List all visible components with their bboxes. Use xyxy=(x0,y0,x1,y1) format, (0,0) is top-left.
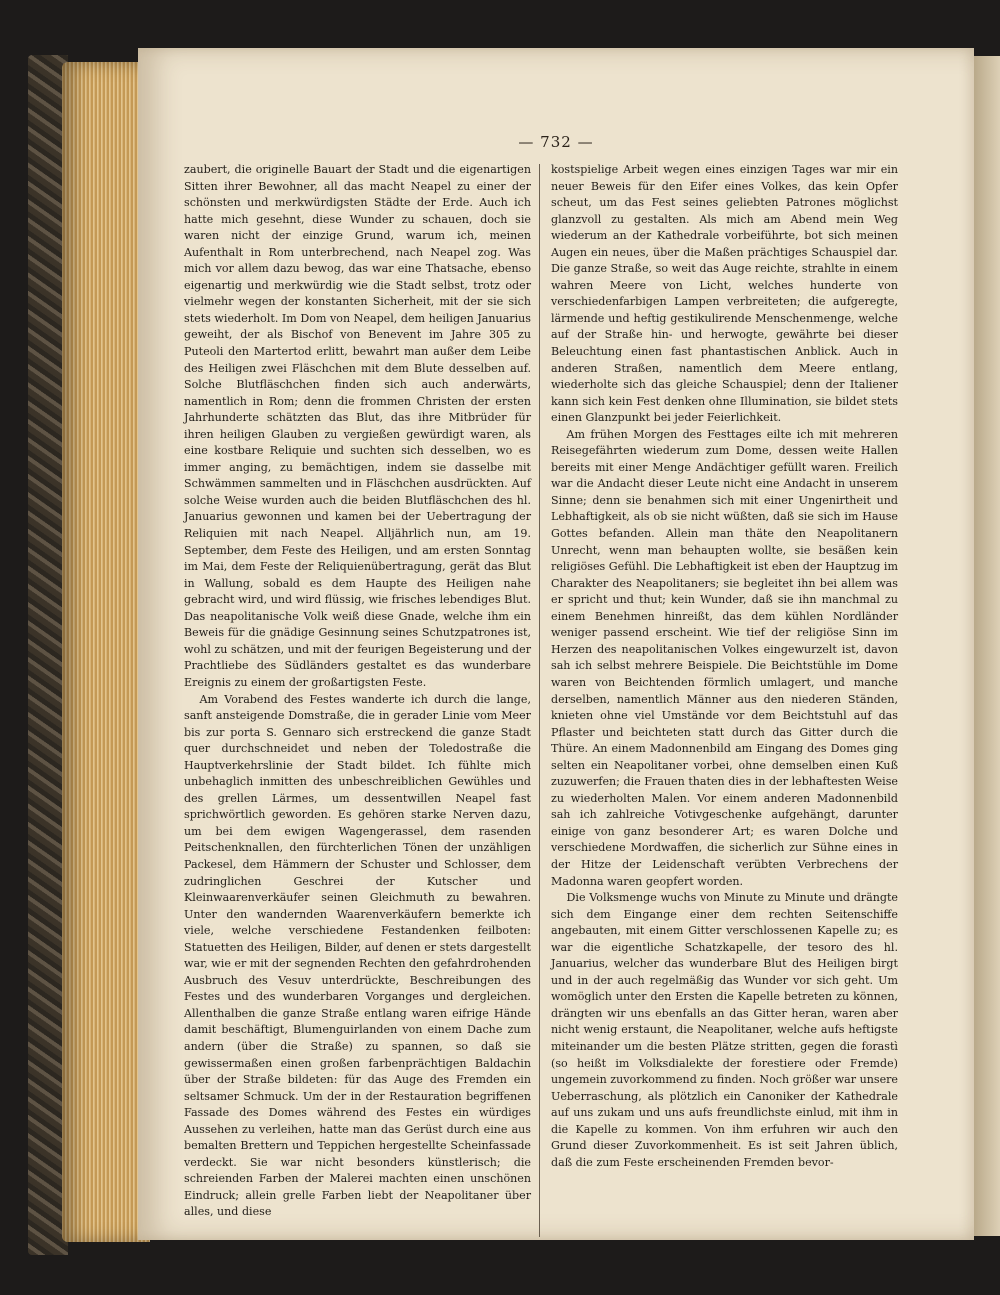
right-column xyxy=(551,162,898,1171)
paragraph: Am frühen Morgen des Festtages eilte ich mit mehreren Reisegefährten wiederum zum Dome, dessen weite Hallen bereits mit einer Menge Andächtiger gefüllt waren. Freilich war die Andacht dieser Leute nicht eine Andacht in unserem Sinne; denn sie benahmen sich mit einer Ungenirtheit und Lebhaftigkeit, als ob sie nicht wüßten, daß sie sich im Hause Gottes befanden. Allein man thäte den Neapolitanern Unrecht, wenn man behaupten wollte, sie besäßen kein religiöses Gefühl. Die Lebhaftigkeit ist eben der Hauptzug im Charakter des Neapolitaners; sie begleitet ihn bei allem was er spricht und thut; kein Wunder, daß sie ihn manchmal zu einem Benehmen hinreißt, das dem kühlen Nordländer weniger passend erscheint. Wie tief der religiöse Sinn im Herzen des neapolitanischen Volkes eingewurzelt ist, davon sah ich selbst mehrere Beispiele. Die Beichtstühle im Dome waren von Beichtenden förmlich umlagert, und manche derselben, namentlich Männer aus den niederen Ständen, knieten ohne viel Umstände vor dem Beichtstuhl auf das Pflaster und beichteten statt durch das Gitter durch die Thüre. An einem Madonnenbild am Eingang des Domes ging selten ein Neapolitaner vorbei, ohne demselben einen Kuß zuzuwerfen; die Frauen thaten dies in der lebhaftesten Weise zu wiederholten Malen. Vor einem anderen Madonnenbild sah ich zahlreiche Votivgeschenke aufgehängt, darunter einige von ganz besonderer Art; es waren Dolche und verschiedene Mordwaffen, die sicherlich zur Sühne eines in der Hitze der Leidenschaft verübten Verbrechens der Madonna waren geopfert worden. xyxy=(551,427,898,888)
paragraph: kostspielige Arbeit wegen eines einzigen Tages war mir ein neuer Beweis für den Eifer eines Volkes, das kein Opfer scheut, um das Fest seines geliebten Patrones möglichst glanzvoll zu gestalten. Als mich am Abend mein Weg wiederum an der Kathedrale vorbeiführte, bot sich meinen Augen ein neues, über die Maßen prächtiges Schauspiel dar. Die ganze Straße, so weit das Auge reichte, strahlte in einem wahren Meere von Licht, welches hunderte von verschiedenfarbigen Lampen verbreiteten; die aufgeregte, lärmende und heftig gestikulirende Menschenmenge, welche auf der Straße hin- und herwogte, gewährte bei dieser Beleuchtung einen fast phantastischen Anblick. Auch in anderen Straßen, namentlich dem Meere entlang, wiederholte sich das gleiche Schauspiel; denn der Italiener kann sich kein Fest denken ohne Illumination, sie bildet stets einen Glanzpunkt bei jeder Feierlichkeit. xyxy=(551,163,898,425)
paragraph: zaubert, die originelle Bauart der Stadt und die eigenartigen Sitten ihrer Bewohner, all das macht Neapel zu einer der schönsten und merkwürdigsten Städte der Erde. Auch ich hatte mich gesehnt, diese Wunder zu schauen, doch sie waren nicht der einzige Grund, warum ich, meinen Aufenthalt in Rom unterbrechend, nach Neapel zog. Was mich vor allem dazu bewog, das war eine Thatsache, ebenso eigenartig und merkwürdig wie die Stadt selbst, trotz oder vielmehr wegen der konstanten Sicherheit, mit der sie sich stets wiederholt. Im Dom von Neapel, dem heiligen Januarius geweiht, der als Bischof von Benevent im Jahre 305 zu Puteoli den Martertod erlitt, bewahrt man außer dem Leibe des Heiligen zwei Fläschchen mit dem Blute desselben auf. Solche Blutfläschchen finden sich auch anderwärts, namentlich in Rom; denn die frommen Christen der ersten Jahrhunderte schätzten das Blut, das ihre Mitbrüder für ihren heiligen Glauben zu vergießen gewürdigt waren, als eine kostbare Reliquie und suchten sich desselben, wo es immer anging, zu bemächtigen, indem sie dasselbe mit Schwämmen sammelten und in Fläschchen ausdrückten. Auf solche Weise wurden auch die beiden Blutfläschchen des hl. Januarius gewonnen und kamen bei der Uebertragung der Reliquien mit nach Neapel. Alljährlich nun, am 19. September, dem Feste des Heiligen, und am ersten Sonntag im Mai, dem Feste der Reliquienübertragung, gerät das Blut in Wallung, sobald es dem Haupte des Heiligen nahe gebracht wird, und wird flüssig, wie frisches lebendiges Blut. Das neapolitanische Volk weiß diese Gnade, welche ihm ein Beweis für die gnädige Gesinnung seines Schutzpatrones ist, wohl zu schätzen, und mit der feurigen Begeisterung und der Prachtliebe des Südländers gestaltet es das wunderbare Ereignis zu einem der großartigsten Feste. xyxy=(184,163,531,689)
paragraph: Am Vorabend des Festes wanderte ich durch die lange, sanft ansteigende Domstraße, die in gerader Linie vom Meer bis zur porta S. Gennaro sich erstreckend die ganze Stadt quer durchschneidet und neben der Toledostraße die Hauptverkehrslinie der Stadt bildet. Ich fühlte mich unbehaglich inmitten des unbeschreiblichen Gewühles und des grellen Lärmes, um dessentwillen Neapel fast sprichwörtlich geworden. Es gehören starke Nerven dazu, um bei dem ewigen Wagengerassel, dem rasenden Peitschenknallen, den fürchterlichen Tönen der unzähligen Packesel, dem Hämmern der Schuster und Schlosser, dem zudringlichen Geschrei der Kutscher und Kleinwaarenverkäufer seinen Gleichmuth zu bewahren. Unter den wandernden Waarenverkäufern bemerkte ich viele, welche verschiedene Festandenken feilboten: Statuetten des Heiligen, Bilder, auf denen er stets dargestellt war, wie er mit der segnenden Rechten den gefahrdrohenden Ausbruch des Vesuv unterdrückte, Beschreibungen des Festes und des wunderbaren Vorganges und dergleichen. Allenthalben die ganze Straße entlang waren eifrige Hände damit beschäftigt, Blumenguirlanden von einem Dache zum andern (über die Straße) zu spannen, so daß sie gewissermaßen einen großen farbenprächtigen Baldachin über der Straße bildeten: für das Auge des Fremden ein seltsamer Schmuck. Um der in der Restauration begriffenen Fassade des Domes während des Festes ein würdiges Aussehen zu verleihen, hatte man das Gerüst durch eine aus bemalten Brettern und Teppichen hergestellte Scheinfassade verdeckt. Sie war nicht besonders künstlerisch; die schreienden Farben der Malerei machten einen unschönen Eindruck; allein grelle Farben liebt der Neapolitaner über alles, und diese xyxy=(184,692,531,1219)
book-page xyxy=(138,48,974,1240)
column-divider xyxy=(539,164,540,1237)
left-column xyxy=(184,162,531,1221)
facing-page-edge xyxy=(974,56,1000,1236)
paragraph: Die Volksmenge wuchs von Minute zu Minute und drängte sich dem Eingange einer dem rechten Seitenschiffe angebauten, mit einem Gitter verschlossenen Kapelle zu; es war die eigentliche Schatzkapelle, der tesoro des hl. Januarius, welcher das wunderbare Blut des Heiligen birgt und in der auch regelmäßig das Wunder vor sich geht. Um womöglich unter den Ersten die Kapelle betreten zu können, drängten wir uns ebenfalls an das Gitter heran, waren aber nicht wenig erstaunt, die Neapolitaner, welche aufs heftigste miteinander um die besten Plätze stritten, gegen die forastì (so heißt im Volksdialekte der forestiere oder Fremde) ungemein zuvorkommend zu finden. Noch größer war unsere Ueberraschung, als plötzlich ein Canoniker der Kathedrale auf uns zukam und uns aufs freundlichste einlud, mit ihm in die Kapelle zu kommen. Von ihm erfuhren wir auch den Grund dieser Zuvorkommenheit. Es ist seit Jahren üblich, daß die zum Feste erscheinenden Fremden bevor- xyxy=(551,891,898,1169)
page-block-edges xyxy=(62,62,150,1242)
page-number: — 732 — xyxy=(518,133,594,151)
